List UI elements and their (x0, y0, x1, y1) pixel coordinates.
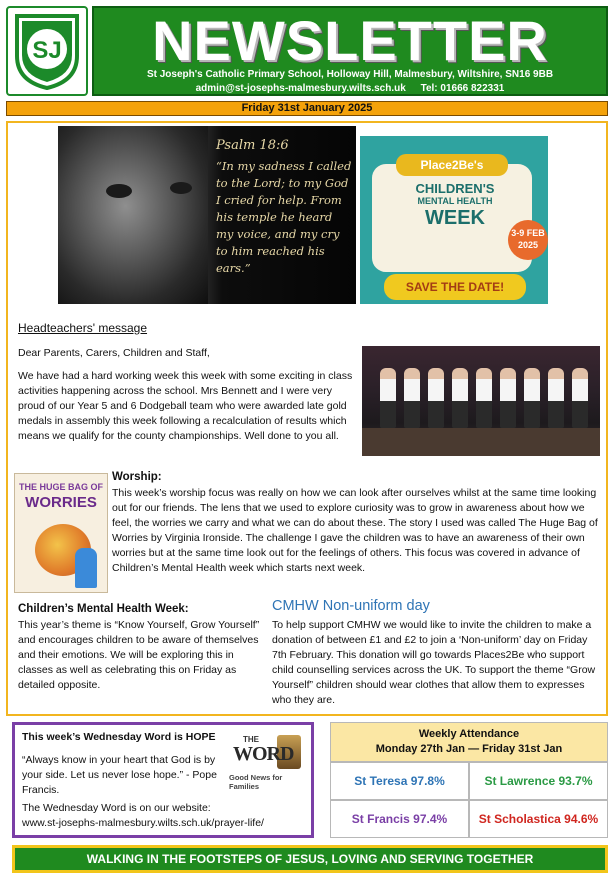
cmhw-title-line1: CHILDREN'S (415, 181, 495, 196)
psalm-heading: Psalm 18:6 (216, 138, 289, 153)
photo-floor (362, 428, 600, 456)
eye-shape (106, 184, 132, 198)
worship-heading: Worship: (112, 471, 162, 483)
school-crest-icon (12, 11, 82, 91)
dodgeball-team-photo (362, 346, 600, 456)
child-face-photo (58, 126, 208, 304)
pupil-figure (404, 368, 420, 428)
headteacher-greeting: Dear Parents, Carers, Children and Staff, (18, 347, 210, 359)
page-title: NEWSLETTER (152, 9, 548, 72)
logo-subtitle: Good News for Families (229, 773, 283, 791)
wednesday-word-site-label: The Wednesday Word is on our website: (22, 802, 211, 814)
attendance-st-lawrence: St Lawrence 93.7% (469, 762, 608, 800)
eye-shape (170, 182, 192, 194)
school-logo (6, 6, 88, 96)
wednesday-word-title: This week’s Wednesday Word is HOPE (22, 731, 216, 743)
worship-text: This week’s worship focus was really on how we can look after ourselves whilst at the same time looking out for our friends. The lens that we used to explore curiosity was to grow in awareness about how we feel, the worries we carry and what we can do about these. The story I used was called The Huge Bag of Worries by Virginia Ironside. The challenge I gave the children was to have an awareness of their own worries but at the same time look out for the feelings of others. This focus was covered in advance of Children’s Mental Health week which starts next week. (112, 487, 598, 574)
headteacher-message: We have had a hard working week this week with some exciting in class activities happening across the school. Mrs Bennett and I were very proud of our Year 5 and 6 Dodgeball team who were awarded late gold medals in assembly this week following a recalculation of results which means we qualify for the county championships. Well done to you all. (18, 370, 353, 442)
cmhw-brand: Place2Be's (396, 154, 508, 176)
cmhw-title-line3: WEEK (425, 207, 485, 229)
pupil-figure (572, 368, 588, 428)
pupil-figure (476, 368, 492, 428)
school-contact (94, 83, 606, 94)
pupil-figure (452, 368, 468, 428)
wednesday-word-quote: “Always know in your heart that God is by your side. Let us never lose hope.” - Pope Francis. (22, 754, 217, 796)
logo-word: WORD (233, 743, 294, 765)
non-uniform-heading: CMHW Non-uniform day (272, 598, 430, 614)
headteacher-heading: Headteachers' message (18, 321, 148, 335)
the-word-logo (229, 733, 307, 789)
pupil-figure (428, 368, 444, 428)
attendance-title: Weekly Attendance (418, 728, 520, 740)
child-illustration (75, 548, 97, 588)
mental-health-heading: Children’s Mental Health Week: (18, 603, 189, 615)
cmhw-title-line2: MENTAL HEALTH (417, 196, 493, 206)
attendance-st-francis: St Francis 97.4% (330, 800, 469, 838)
mental-health-text: This year’s theme is “Know Yourself, Grow Yourself” and encourages children to be aware of themselves and their emotions. We will be exploring this in classes as well as celebrating this on Friday as detailed opposite. (18, 619, 260, 691)
newsletter-banner (92, 6, 608, 96)
attendance-table (330, 722, 608, 838)
svg-text:SJ: SJ (32, 37, 62, 64)
school-phone: Tel: 01666 822331 (420, 83, 505, 94)
pupil-figure (548, 368, 564, 428)
wednesday-word-box (12, 722, 314, 838)
attendance-range: Monday 27th Jan — Friday 31st Jan (375, 743, 563, 755)
pupil-figure (524, 368, 540, 428)
school-address: St Joseph's Catholic Primary School, Holloway Hill, Malmesbury, Wiltshire, SN16 9BB (146, 69, 554, 80)
logo-the: THE (243, 735, 259, 744)
attendance-header (330, 722, 608, 762)
newsletter-date: Friday 31st January 2025 (6, 101, 608, 116)
book-cover-image (14, 473, 108, 593)
school-email[interactable]: admin@st-josephs-malmesbury.wilts.sch.uk (195, 83, 406, 94)
attendance-st-scholastica: St Scholastica 94.6% (469, 800, 608, 838)
book-title-line1: THE HUGE BAG OF (18, 482, 103, 492)
wednesday-word-link[interactable]: www.st-josephs-malmesbury.wilts.sch.uk/prayer-life/ (22, 817, 264, 829)
pupil-figure (380, 368, 396, 428)
psalm-text: “In my sadness I called to the Lord; to my God I cried for help. From his temple he heard my voice, and my cry to him reached his ears.” (216, 159, 352, 275)
cmhw-date-badge: 3-9 FEB 2025 (508, 220, 548, 260)
school-motto: WALKING IN THE FOOTSTEPS OF JESUS, LOVING AND SERVING TOGETHER (12, 845, 608, 873)
pupil-figure (500, 368, 516, 428)
non-uniform-text: To help support CMHW we would like to invite the children to make a donation of between £1 and £2 to join a ‘Non-uniform’ day on Friday 7th February. This donation will go towards Places2Be who support child counselling services across the UK. To support the theme “Grow Yourself” children should wear clothes that allow them to expresses who they are. (272, 619, 596, 706)
psalm-image (58, 126, 356, 304)
cmhw-poster (360, 136, 548, 304)
cmhw-save-the-date: SAVE THE DATE! (384, 274, 526, 300)
attendance-st-teresa: St Teresa 97.8% (330, 762, 469, 800)
book-title-line2: WORRIES (25, 494, 97, 511)
